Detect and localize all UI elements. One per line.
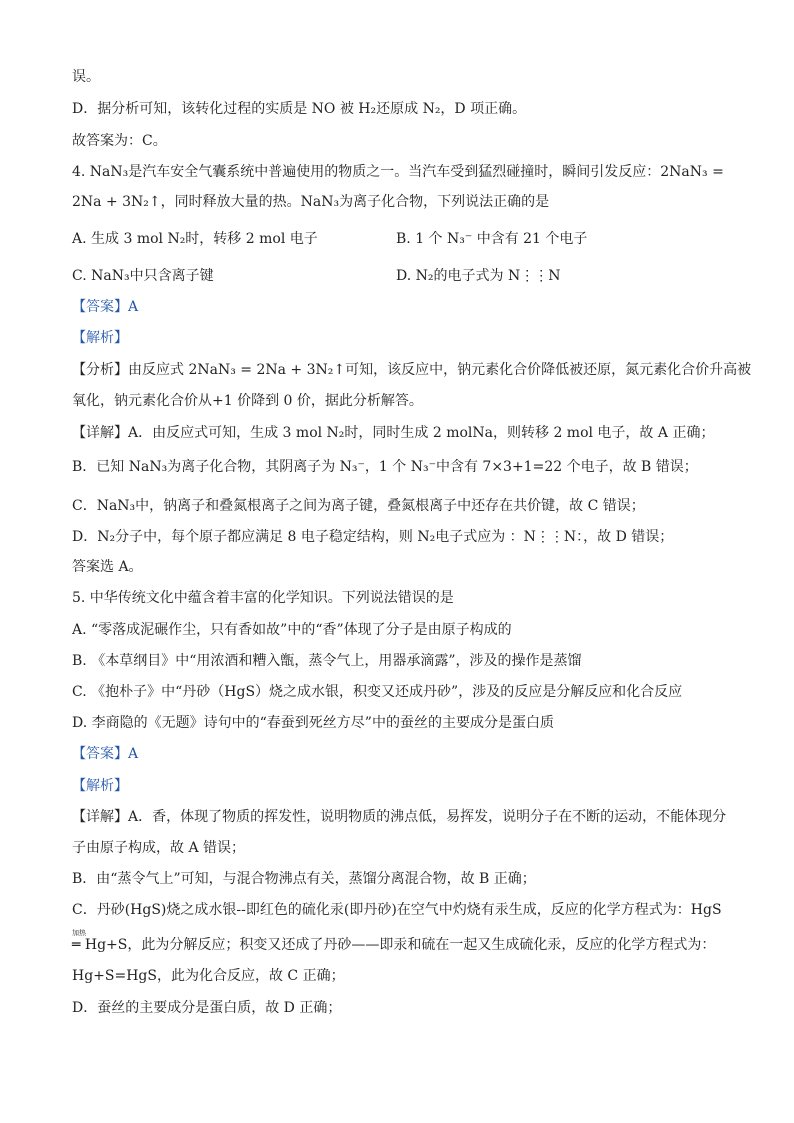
heat-label: 加热 xyxy=(72,929,86,937)
analysis-label: 【解析】 xyxy=(72,330,128,346)
option-c: C. 《抱朴子》中“丹砂（HgS）烧之成水银，积变又还成丹砂”，涉及的反应是分解反应和化合反应 xyxy=(72,684,683,700)
answer-label: 【答案】A xyxy=(72,299,139,315)
text-line: ═ Hg+S，此为分解反应；积变又还成了丹砂——即汞和硫在一起又生成硫化汞，反应的化学方程式为： xyxy=(72,937,716,953)
text-line: D．据分析可知，该转化过程的实质是 NO 被 H₂还原成 N₂，D 项正确。 xyxy=(72,101,527,117)
text-line: C．NaN₃中，钠离子和叠氮根离子之间为离子键，叠氮根离子中还存在共价键，故 C 错误； xyxy=(72,498,645,514)
text-line: D．N₂分子中，每个原子都应满足 8 电子稳定结构，则 N₂电子式应为 ：N⋮⋮N：，故 D 错误； xyxy=(72,529,674,545)
text-line: 氧化，钠元素化合价从+1 价降到 0 价，据此分析解答。 xyxy=(72,393,423,409)
text-line: 【分析】由反应式 2NaN₃ = 2Na + 3N₂↑可知，该反应中，钠元素化合价降低被还原，氮元素化合价升高被 xyxy=(72,362,752,378)
analysis-label: 【解析】 xyxy=(72,778,128,794)
text-line: 子由原子构成，故 A 错误； xyxy=(72,840,246,856)
text-line: D．蚕丝的主要成分是蛋白质，故 D 正确； xyxy=(72,1000,342,1016)
answer-label: 【答案】A xyxy=(72,746,139,762)
text-line: 故答案为：C。 xyxy=(72,133,167,149)
question-5-stem: 5. 中华传统文化中蕴含着丰富的化学知识。下列说法错误的是 xyxy=(72,590,454,606)
text-line: 【详解】A．由反应式可知，生成 3 mol N₂时，同时生成 2 molNa，则转移 2 mol 电子，故 A 正确； xyxy=(72,425,715,441)
option-a: A. 生成 3 mol N₂时，转移 2 mol 电子 xyxy=(72,231,318,247)
text-line: Hg+S=HgS，此为化合反应，故 C 正确； xyxy=(72,968,345,984)
question-4-stem-cont: 2Na + 3N₂↑，同时释放大量的热。NaN₃为离子化合物，下列说法正确的是 xyxy=(72,194,550,210)
option-d: D. N₂的电子式为 N⋮⋮N xyxy=(396,268,561,284)
option-d: D. 李商隐的《无题》诗句中的“春蚕到死丝方尽”中的蚕丝的主要成分是蛋白质 xyxy=(72,715,554,731)
text-line: C．丹砂(HgS)烧之成水银--即红色的硫化汞(即丹砂)在空气中灼烧有汞生成，反应的化学方程式为：HgS xyxy=(72,902,722,918)
text-line: B．已知 NaN₃为离子化合物，其阴离子为 N₃⁻，1 个 N₃⁻中含有 7×3+1=22 个电子，故 B 错误； xyxy=(72,459,698,475)
option-a: A. “零落成泥碾作尘，只有香如故”中的“香”体现了分子是由原子构成的 xyxy=(72,622,512,638)
option-c: C. NaN₃中只含离子键 xyxy=(72,268,214,284)
option-b: B. 《本草纲目》中“用浓酒和糟入甑，蒸令气上，用器承滴露”，涉及的操作是蒸馏 xyxy=(72,653,582,669)
text-line: 误。 xyxy=(72,69,100,85)
option-b: B. 1 个 N₃⁻ 中含有 21 个电子 xyxy=(396,231,588,247)
text-line: 【详解】A．香，体现了物质的挥发性，说明物质的沸点低，易挥发，说明分子在不断的运动，不能体现分 xyxy=(72,809,727,825)
text-line: B．由“蒸令气上”可知，与混合物沸点有关，蒸馏分离混合物，故 B 正确； xyxy=(72,871,536,887)
question-4-stem: 4. NaN₃是汽车安全气囊系统中普遍使用的物质之一。当汽车受到猛烈碰撞时，瞬间引发反应：2NaN₃ = xyxy=(72,164,724,180)
text-line: 答案选 A。 xyxy=(72,559,143,575)
